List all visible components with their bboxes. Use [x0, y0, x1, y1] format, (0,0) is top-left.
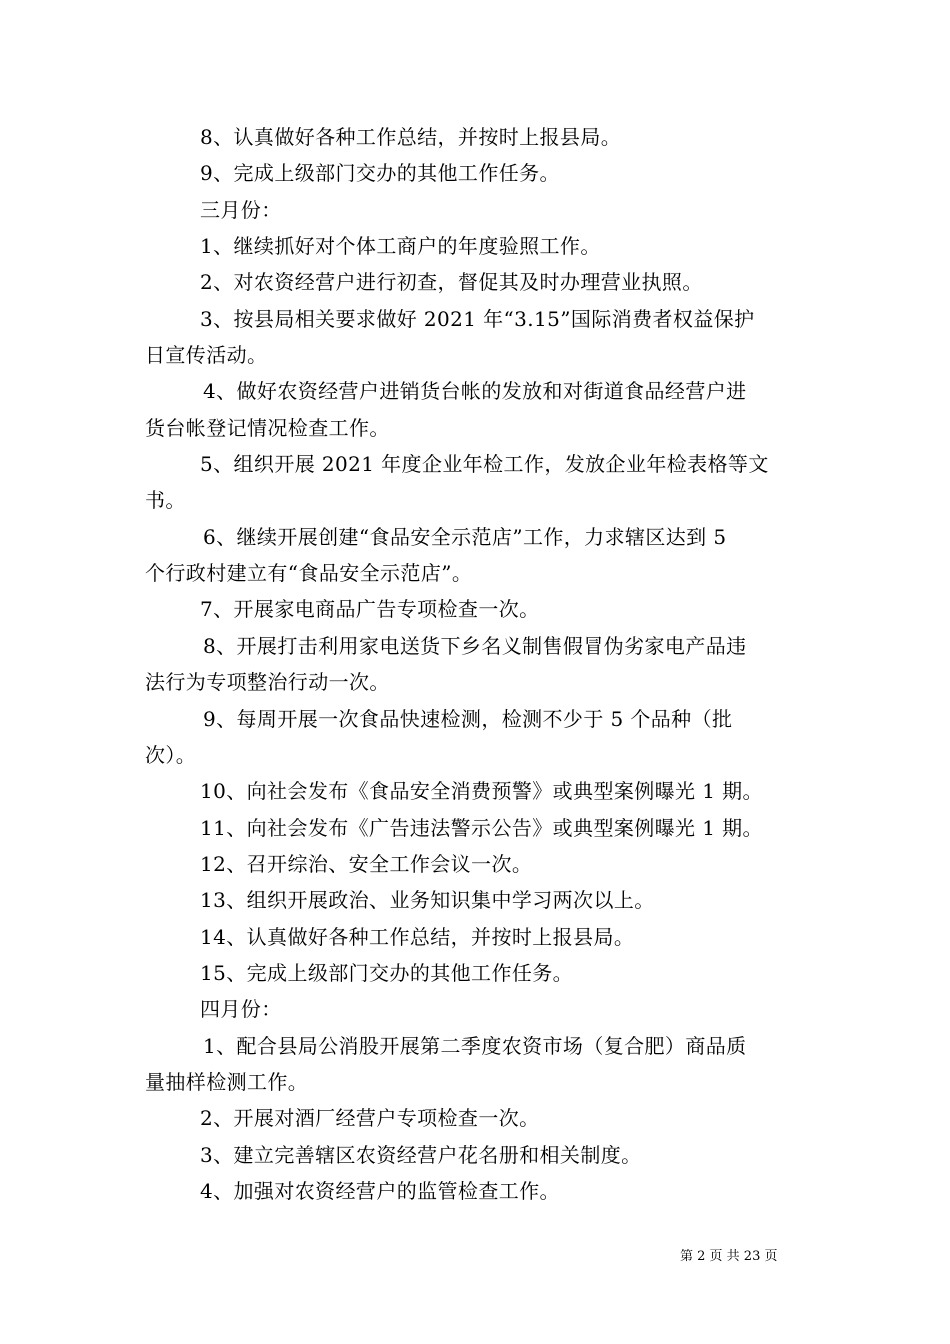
text-line: 量抽样检测工作。 — [145, 1070, 309, 1094]
text-line: 3、建立完善辖区农资经营户花名册和相关制度。 — [200, 1143, 642, 1167]
text-line: 1、配合县局公消股开展第二季度农资市场（复合肥）商品质 — [203, 1034, 747, 1058]
text-line: 14、认真做好各种工作总结，并按时上报县局。 — [200, 925, 635, 949]
text-line: 1、继续抓好对个体工商户的年度验照工作。 — [200, 234, 601, 258]
text-line: 6、继续开展创建“食品安全示范店”工作，力求辖区达到 5 — [203, 525, 727, 549]
section-heading: 三月份： — [200, 198, 282, 222]
text-line: 8、开展打击利用家电送货下乡名义制售假冒伪劣家电产品违 — [203, 634, 747, 658]
page-number-footer: 第 2 页 共 23 页 — [680, 1249, 778, 1264]
text-line: 货台帐登记情况检查工作。 — [145, 416, 390, 440]
text-line: 15、完成上级部门交办的其他工作任务。 — [200, 961, 574, 985]
text-line: 4、做好农资经营户进销货台帐的发放和对街道食品经营户进 — [203, 379, 747, 403]
text-line: 个行政村建立有“食品安全示范店”。 — [145, 561, 473, 585]
text-line: 8、认真做好各种工作总结，并按时上报县局。 — [200, 125, 622, 149]
text-line: 2、对农资经营户进行初查，督促其及时办理营业执照。 — [200, 270, 703, 294]
text-line: 13、组织开展政治、业务知识集中学习两次以上。 — [200, 888, 655, 912]
text-line: 4、加强对农资经营户的监管检查工作。 — [200, 1179, 560, 1203]
text-line: 9、每周开展一次食品快速检测，检测不少于 5 个品种（批 — [203, 707, 733, 731]
text-line: 3、按县局相关要求做好 2021 年“3.15”国际消费者权益保护 — [200, 307, 755, 331]
text-line: 5、组织开展 2021 年度企业年检工作，发放企业年检表格等文 — [200, 452, 769, 476]
text-line: 7、开展家电商品广告专项检查一次。 — [200, 597, 540, 621]
text-line: 书。 — [145, 488, 186, 512]
text-line: 次）。 — [145, 743, 197, 767]
text-line: 法行为专项整治行动一次。 — [145, 670, 390, 694]
text-line: 日宣传活动。 — [145, 343, 268, 367]
section-heading: 四月份： — [200, 997, 282, 1021]
text-line: 12、召开综治、安全工作会议一次。 — [200, 852, 533, 876]
text-line: 2、开展对酒厂经营户专项检查一次。 — [200, 1106, 540, 1130]
text-line: 9、完成上级部门交办的其他工作任务。 — [200, 161, 560, 185]
text-line: 11、向社会发布《广告违法警示公告》或典型案例曝光 1 期。 — [200, 816, 763, 840]
text-line: 10、向社会发布《食品安全消费预警》或典型案例曝光 1 期。 — [200, 779, 763, 803]
